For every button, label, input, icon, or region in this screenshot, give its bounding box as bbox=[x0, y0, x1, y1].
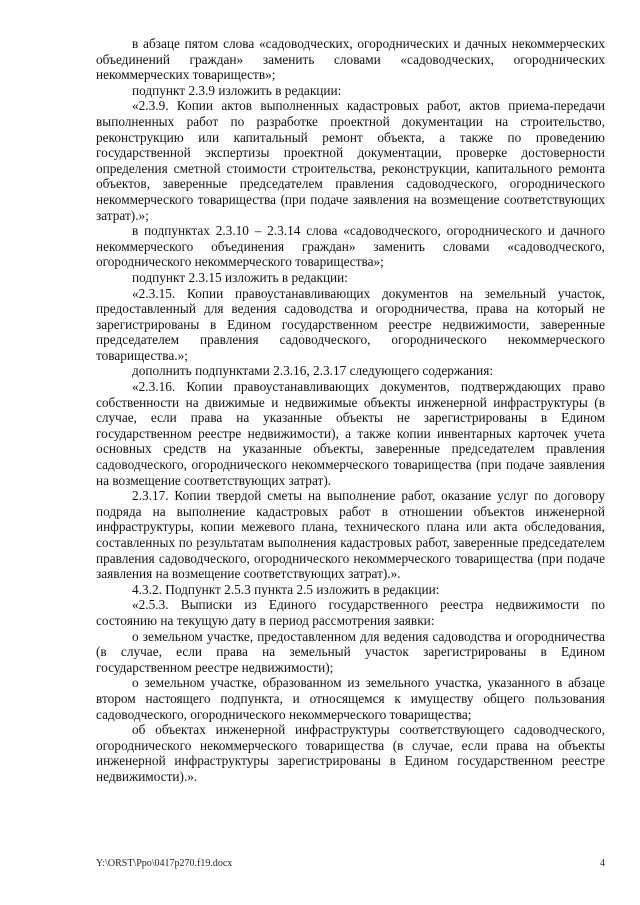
paragraph-10: 4.3.2. Подпункт 2.5.3 пункта 2.5 изложить в редакции: bbox=[132, 581, 440, 597]
paragraph-13: о земельном участке, образованном из земельного участка, указанного в абзаце втором настоящего подпункта, и относящемся к имуществу общего пользования садоводческого, огороднического некоммерческого товарищества; bbox=[96, 675, 605, 722]
page-number: 4 bbox=[600, 858, 605, 869]
paragraph-5: подпункт 2.3.15 изложить в редакции: bbox=[132, 269, 348, 285]
paragraph-3: «2.3.9. Копии актов выполненных кадастровых работ, актов приема-передачи выполненных работ по разработке проектной документации на строительство, реконструкцию или капитальный ремонт объекта, а также по проведению государственной экспертизы проектной документации, проверке достоверности определения сметной стоимости строительства, реконструкции, капитального ремонта объектов, заверенные председателем правления садоводческого, огороднического некоммерческого товарищества (при подаче заявления на возмещение соответствующих затрат).»; bbox=[96, 98, 605, 223]
paragraph-11: «2.5.3. Выписки из Единого государственного реестра недвижимости по состоянию на текущую дату в период рассмотрения заявки: bbox=[96, 597, 605, 628]
paragraph-8: «2.3.16. Копии правоустанавливающих документов, подтверждающих право собственности на движимые и недвижимые объекты инженерной инфраструктуры (в случае, если права на указанные объекты не зарегистрированы в Едином государственном реестре недвижимости), а также копии инвентарных карточек учета основных средств на указанные объекты, заверенные председателем правления садоводческого, огороднического некоммерческого товарищества (при подаче заявления на возмещение соответствующих затрат). bbox=[96, 379, 605, 488]
paragraph-9: 2.3.17. Копии твердой сметы на выполнение работ, оказание услуг по договору подряда на выполнение кадастровых работ в отношении объектов инженерной инфраструктуры, копии межевого плана, технического плана или акта обследования, составленных по результатам выполнения кадастровых работ, заверенные председателем правления садоводческого, огороднического некоммерческого товарищества (при подаче заявления на возмещение соответствующих затрат).». bbox=[96, 488, 605, 582]
paragraph-12: о земельном участке, предоставленном для ведения садоводства и огородничества (в случае, если права на земельный участок зарегистрированы в Едином государственном реестре недвижимости); bbox=[96, 628, 605, 675]
paragraph-1: в абзаце пятом слова «садоводческих, огороднических и дачных некоммерческих объединений граждан» заменить словами «садоводческих, огороднических некоммерческих товариществ»; bbox=[96, 36, 605, 83]
paragraph-14: об объектах инженерной инфраструктуры соответствующего садоводческого, огороднического некоммерческого товарищества (в случае, если права на объекты инженерной инфраструктуры зарегистрированы в Едином государственном реестре недвижимости).». bbox=[96, 722, 605, 784]
paragraph-7: дополнить подпунктами 2.3.16, 2.3.17 следующего содержания: bbox=[132, 363, 494, 379]
paragraph-2: подпункт 2.3.9 изложить в редакции: bbox=[132, 82, 342, 98]
file-path: Y:\ORST\Ppo\0417p270.f19.docx bbox=[96, 858, 233, 869]
paragraph-6: «2.3.15. Копии правоустанавливающих документов на земельный участок, предоставленный для ведения садоводства и огородничества, права на который не зарегистрированы в Едином государственном реестре недвижимости, заверенные председателем правления садоводческого, огороднического некоммерческого товарищества.»; bbox=[96, 285, 605, 363]
paragraph-4: в подпунктах 2.3.10 – 2.3.14 слова «садоводческого, огороднического и дачного некоммерческого объединения граждан» заменить словами «садоводческого, огороднического некоммерческого товарищества»; bbox=[96, 223, 605, 270]
